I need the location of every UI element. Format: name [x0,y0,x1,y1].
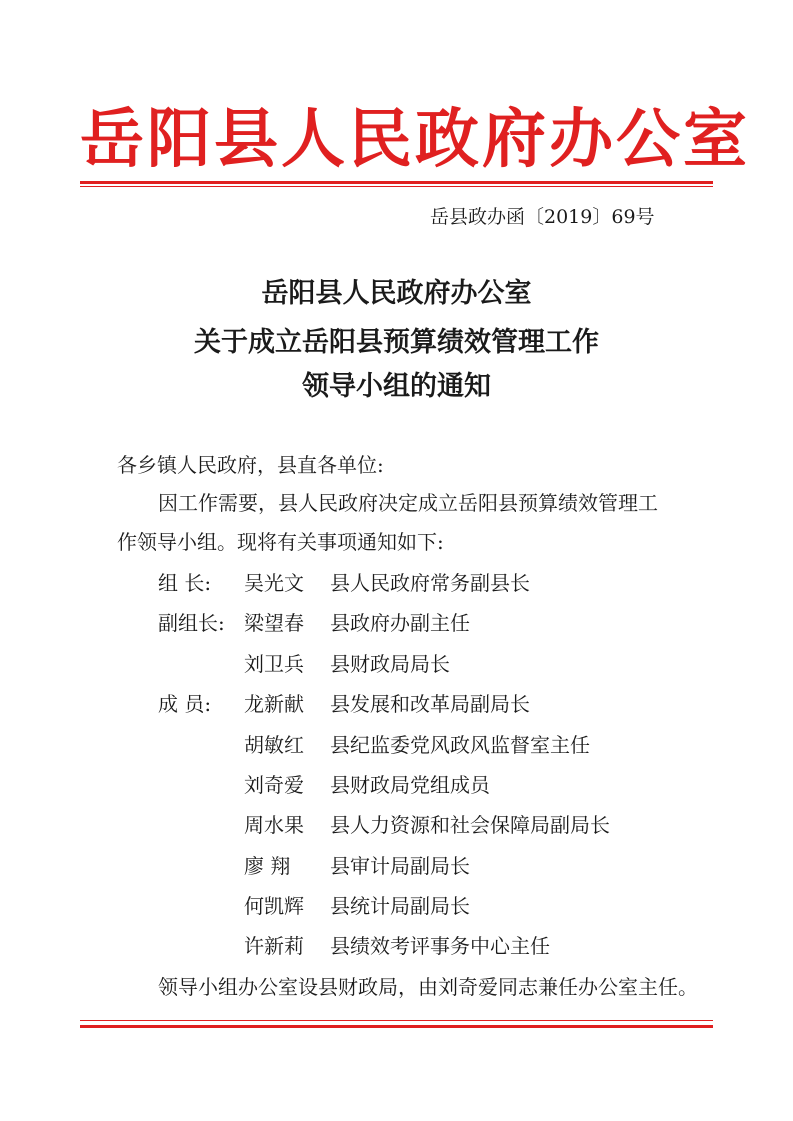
header-red-rule-thick [80,181,713,184]
member-role-label: 组 长: [158,571,212,595]
footer-red-rule-thick [80,1025,713,1028]
member-duty: 县人民政府常务副县长 [330,571,530,595]
member-name: 周水果 [244,813,304,837]
office-note: 领导小组办公室设县财政局，由刘奇爱同志兼任办公室主任。 [158,975,698,999]
member-duty: 县发展和改革局副局长 [330,692,530,716]
doc-title-line-1: 岳阳县人民政府办公室 [261,278,532,309]
header-red-rule-thin [80,186,713,187]
issuing-org-title: 岳阳县人民政府办公室 [80,102,750,177]
doc-title-line-3: 领导小组的通知 [302,371,491,402]
member-duty: 县政府办副主任 [330,611,470,635]
member-duty: 县人力资源和社会保障局副局长 [330,813,610,837]
member-name: 刘奇爱 [244,773,304,797]
member-duty: 县绩效考评事务中心主任 [330,934,550,958]
member-name: 胡敏红 [244,733,304,757]
member-duty: 县财政局局长 [330,652,450,676]
member-name: 何凯辉 [244,894,304,918]
doc-title-line-2: 关于成立岳阳县预算绩效管理工作 [194,327,599,358]
member-name: 龙新献 [244,692,304,716]
intro-paragraph-line-1: 因工作需要，县人民政府决定成立岳阳县预算绩效管理工 [158,491,658,515]
member-duty: 县统计局副局长 [330,894,470,918]
member-duty: 县审计局副局长 [330,854,470,878]
member-duty: 县纪监委党风政风监督室主任 [330,733,590,757]
member-name: 廖 翔 [244,854,291,878]
footer-red-rule-thin [80,1020,713,1021]
document-number: 岳县政办函〔2019〕69号 [430,206,655,228]
salutation: 各乡镇人民政府，县直各单位: [117,453,384,477]
member-role-label: 成 员: [158,692,212,716]
member-name: 梁望春 [244,611,304,635]
intro-paragraph-line-2: 作领导小组。现将有关事项通知如下: [117,530,444,554]
member-duty: 县财政局党组成员 [330,773,490,797]
member-name: 刘卫兵 [244,652,304,676]
member-name: 吴光文 [244,571,304,595]
member-name: 许新莉 [244,934,304,958]
member-role-label: 副组长: [158,611,225,635]
